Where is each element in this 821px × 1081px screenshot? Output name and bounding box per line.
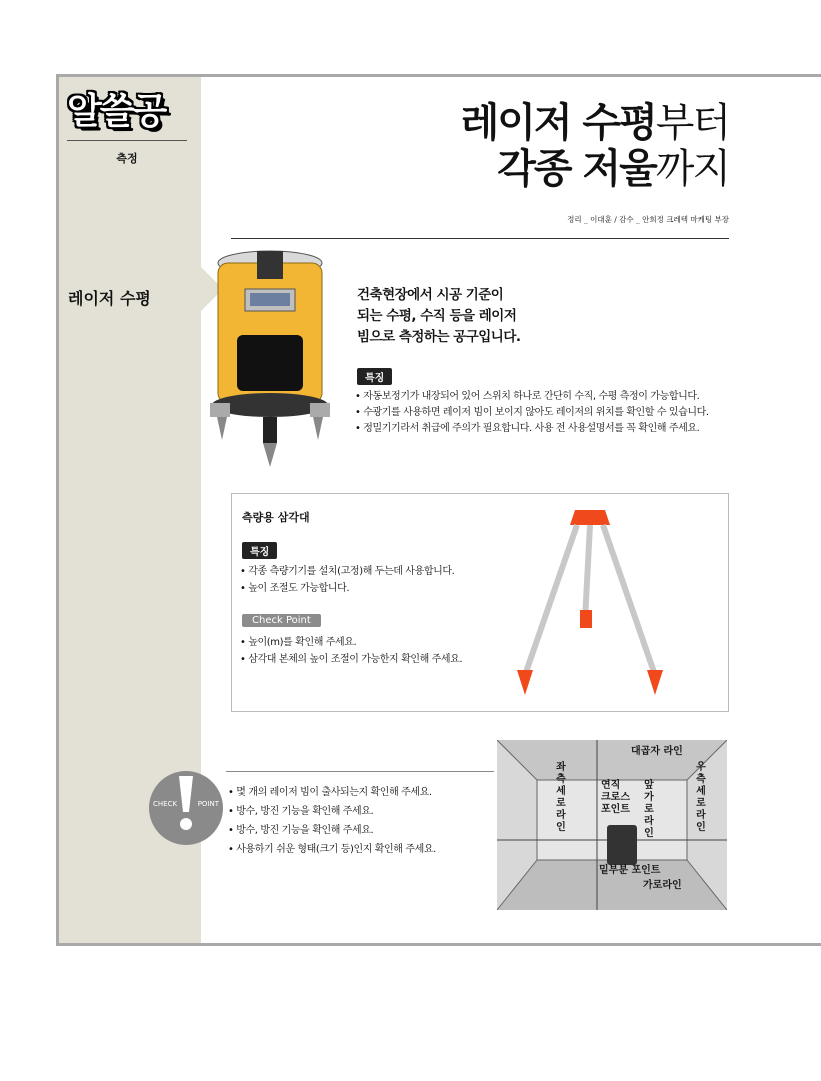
- page-title: [461, 100, 729, 192]
- checkpoint-divider: [226, 771, 494, 772]
- title-divider: [231, 238, 729, 239]
- tripod-feature-list: [240, 563, 454, 597]
- list-item: • 몇 개의 레이저 빔이 출사되는지 확인해 주세요.: [228, 787, 432, 798]
- list-item: • 높이(m)를 확인해 주세요.: [240, 637, 357, 648]
- title-line1-bold: 레이저 수평: [460, 100, 656, 146]
- list-item: • 수광기를 사용하면 레이저 빔이 보이지 않아도 레이저의 위치를 확인할 수 있습니다.: [355, 407, 709, 418]
- list-item: • 삼각대 본체의 높이 조절이 가능한지 확인해 주세요.: [240, 654, 463, 665]
- label-top: 대곱자 라인: [631, 746, 683, 757]
- title-line2-light: 까지: [655, 146, 729, 192]
- label-right: 우측세로라인: [696, 762, 706, 833]
- laser-feature-list: [355, 389, 709, 437]
- category-label: 측정: [116, 152, 138, 165]
- list-item: • 사용하기 쉬운 형태(크기 등)인지 확인해 주세요.: [228, 844, 436, 855]
- section-side-title: 레이저 수평: [68, 289, 151, 308]
- feature-tag: 특징: [357, 368, 392, 385]
- title-line1-light: 부터: [655, 100, 729, 146]
- label-front: 앞가로라인: [644, 780, 654, 839]
- label-bottom-point: 밑부분 포인트: [599, 865, 661, 876]
- list-item: • 자동보정기가 내장되어 있어 스위치 하나로 간단히 수직, 수평 측정이 가능합니다.: [355, 391, 700, 402]
- checkpoint-list: [228, 783, 436, 859]
- intro-line: 되는 수평, 수직 등을 레이저: [357, 308, 517, 324]
- tripod-feature-tag: 특징: [242, 542, 277, 559]
- badge-left: CHECK: [153, 800, 178, 808]
- checkpoint-badge-text: [153, 800, 219, 808]
- list-item: • 각종 측량기기를 설치(고정)해 두는데 사용합니다.: [240, 566, 455, 577]
- label-cross: 연직 크로스 포인트: [601, 780, 630, 815]
- label-horizontal: 가로라인: [643, 880, 682, 891]
- list-item: • 방수, 방진 기능을 확인해 주세요.: [228, 806, 374, 817]
- tripod-checkpoint-list: [240, 634, 462, 668]
- tripod-image: [505, 500, 675, 705]
- intro-line: 빔으로 측정하는 공구입니다.: [357, 329, 521, 345]
- label-left: 좌측세로라인: [556, 762, 566, 833]
- laser-line-diagram: [497, 740, 727, 910]
- credit-line: 정리 _ 이대훈 / 감수 _ 안희정 크레텍 마케팅 부장: [567, 215, 729, 224]
- list-item: • 방수, 방진 기능을 확인해 주세요.: [228, 825, 374, 836]
- logo-divider: [67, 140, 187, 141]
- title-line2-bold: 각종 저울: [497, 146, 656, 192]
- laser-level-image: [205, 245, 335, 470]
- room-diagram-graphic: [497, 740, 727, 910]
- checkpoint-tag: Check Point: [242, 614, 321, 627]
- series-logo: 알쓸공: [67, 91, 166, 132]
- list-item: • 높이 조절도 가능합니다.: [240, 583, 350, 594]
- laser-intro: [357, 285, 521, 348]
- intro-line: 건축현장에서 시공 기준이: [357, 287, 504, 303]
- list-item: • 정밀기기라서 취급에 주의가 필요합니다. 사용 전 사용설명서를 꼭 확인해 주세요.: [355, 423, 700, 434]
- badge-right: POINT: [197, 800, 219, 808]
- tripod-title: 측량용 삼각대: [242, 511, 310, 524]
